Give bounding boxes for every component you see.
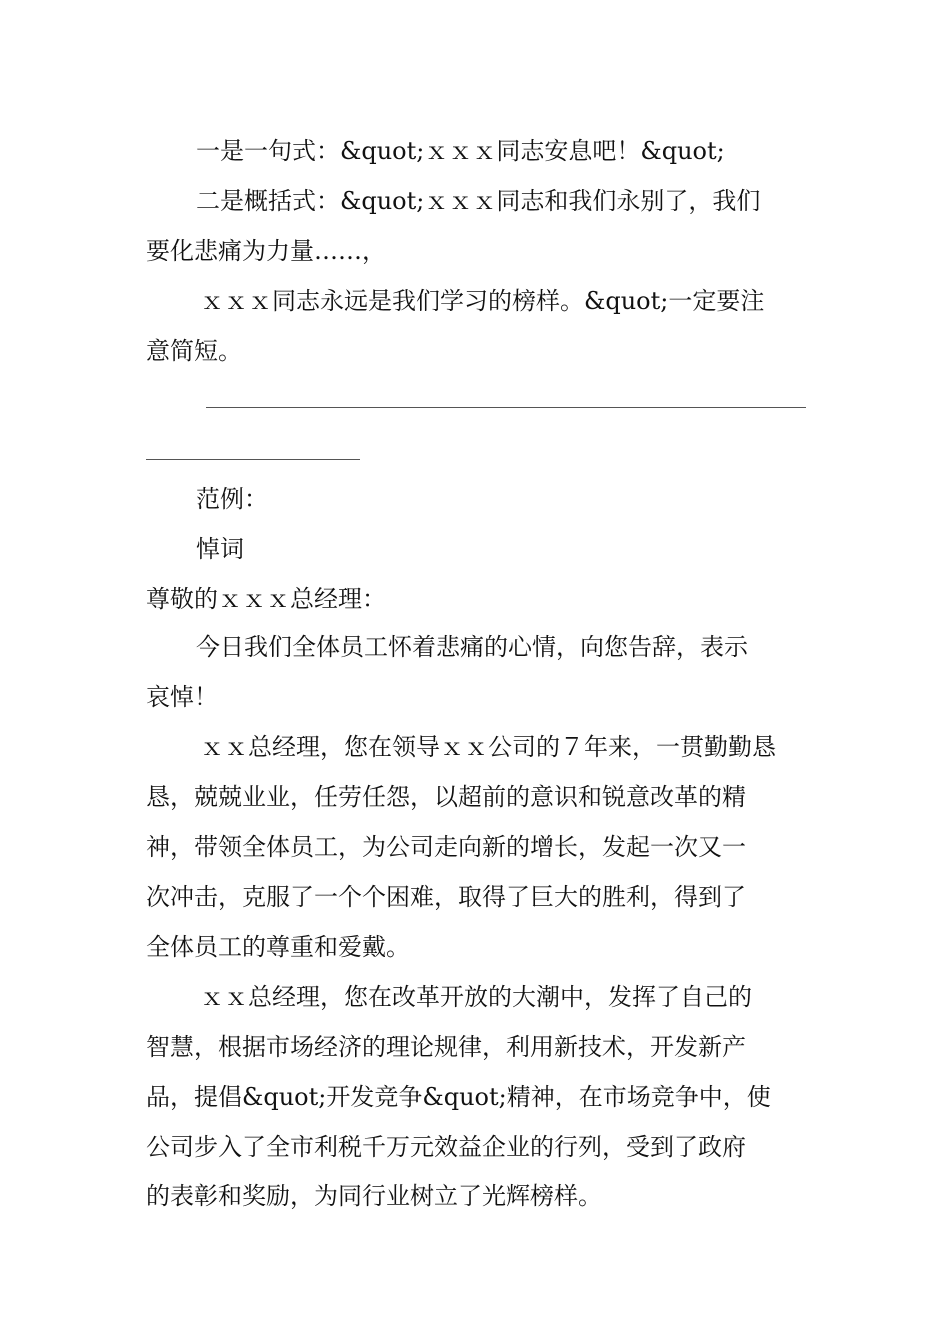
paragraph-line: 要化悲痛为力量……， xyxy=(146,237,386,265)
section-title: 悼词 xyxy=(196,535,244,563)
paragraph-line: 范例： xyxy=(196,485,268,513)
separator-rule xyxy=(146,459,360,460)
separator-rule xyxy=(206,407,806,408)
paragraph-line: ｘｘ总经理，您在领导ｘｘ公司的７年来，一贯勤勤恳 xyxy=(200,733,776,761)
paragraph-line: 恳，兢兢业业，任劳任怨，以超前的意识和锐意改革的精 xyxy=(146,783,746,811)
paragraph-line: 全体员工的尊重和爱戴。 xyxy=(146,933,410,961)
paragraph-line: 一是一句式：&quot;ｘｘｘ同志安息吧！&quot; xyxy=(196,137,725,165)
salutation: 尊敬的ｘｘｘ总经理： xyxy=(146,585,386,613)
paragraph-line: 智慧，根据市场经济的理论规律，利用新技术，开发新产 xyxy=(146,1033,746,1061)
paragraph-line: 哀悼！ xyxy=(146,683,218,711)
paragraph-line: 二是概括式：&quot;ｘｘｘ同志和我们永别了，我们 xyxy=(196,187,761,215)
paragraph-line: 意简短。 xyxy=(146,337,242,365)
paragraph-line: 品，提倡&quot;开发竞争&quot;精神，在市场竞争中，使 xyxy=(146,1083,771,1111)
paragraph-line: ｘｘ总经理，您在改革开放的大潮中，发挥了自己的 xyxy=(200,983,752,1011)
paragraph-line: 公司步入了全市利税千万元效益企业的行列，受到了政府 xyxy=(146,1133,746,1161)
paragraph-line: ｘｘｘ同志永远是我们学习的榜样。&quot;一定要注 xyxy=(200,287,765,315)
paragraph-line: 次冲击，克服了一个个困难，取得了巨大的胜利，得到了 xyxy=(146,883,746,911)
paragraph-line: 神，带领全体员工，为公司走向新的增长，发起一次又一 xyxy=(146,833,746,861)
paragraph-line: 今日我们全体员工怀着悲痛的心情，向您告辞，表示 xyxy=(196,633,748,661)
paragraph-line: 的表彰和奖励，为同行业树立了光辉榜样。 xyxy=(146,1182,602,1210)
